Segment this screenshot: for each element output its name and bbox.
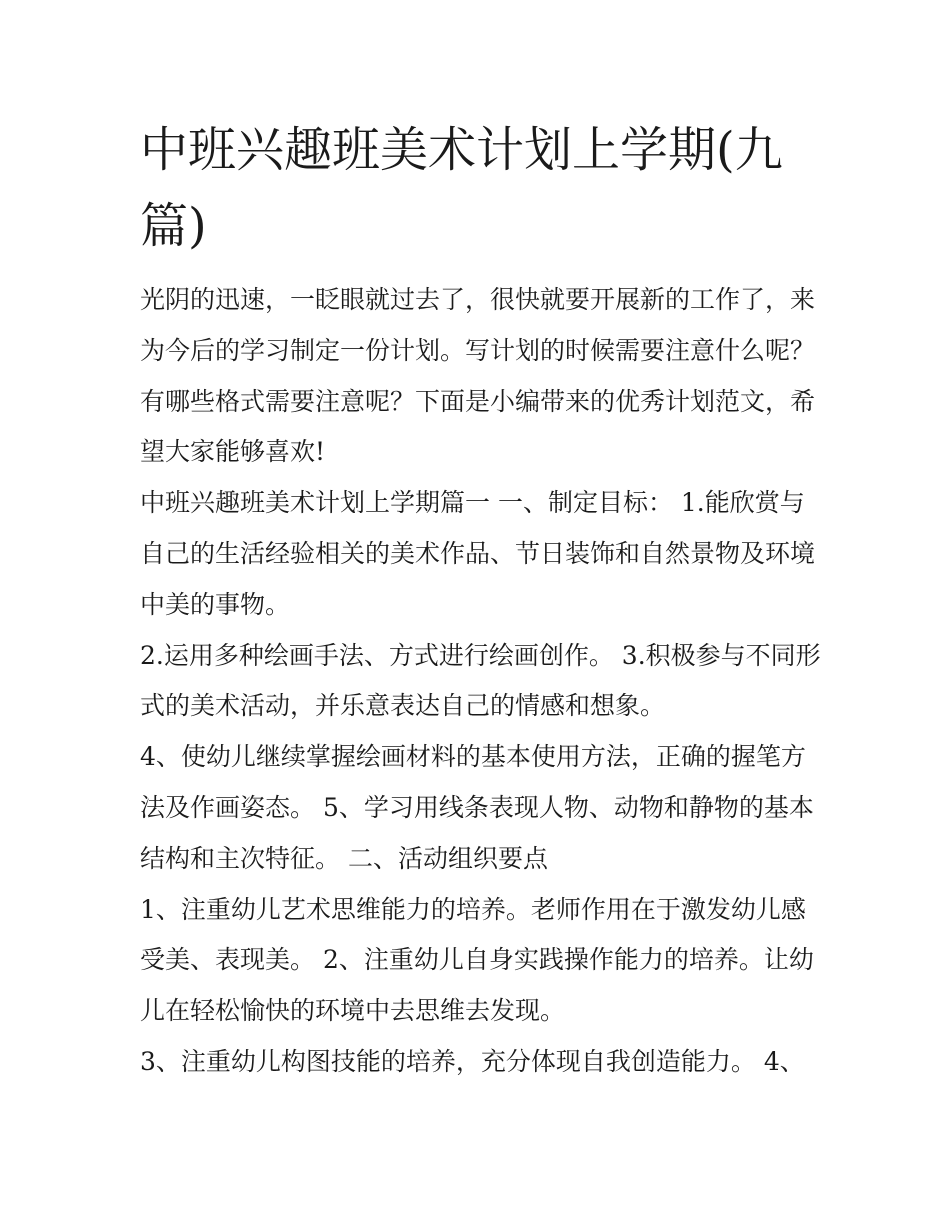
document-body (140, 275, 820, 1088)
text-line: 法及作画姿态。 5、学习用线条表现人物、动物和静物的基本 (140, 792, 814, 822)
text-line: 为今后的学习制定一份计划。写计划的时候需要注意什么呢？ (140, 335, 816, 365)
text-line: 自己的生活经验相关的美术作品、节日装饰和自然景物及环境 (140, 538, 816, 568)
document-title (140, 112, 783, 264)
text-line: 4、使幼儿继续掌握绘画材料的基本使用方法，正确的握笔方 (140, 742, 806, 772)
text-line: 光阴的迅速，一眨眼就过去了，很快就要开展新的工作了，来 (140, 285, 816, 314)
text-line: 有哪些格式需要注意呢？下面是小编带来的优秀计划范文，希 (140, 386, 816, 416)
text-line: 受美、表现美。 2、注重幼儿自身实践操作能力的培养。让幼 (140, 945, 814, 975)
text-line: 中美的事物。 (140, 589, 291, 619)
text-line: 望大家能够喜欢! (140, 437, 326, 467)
text-line: 3、注重幼儿构图技能的培养，充分体现自我创造能力。 4、 (140, 1046, 805, 1076)
text-line: 1、注重幼儿艺术思维能力的培养。老师作用在于激发幼儿感 (140, 894, 806, 924)
text-line: 结构和主次特征。 二、活动组织要点 (140, 843, 548, 873)
text-line: 儿在轻松愉快的环境中去思维去发现。 (140, 996, 566, 1026)
title-line: 中班兴趣班美术计划上学期(九 (140, 122, 783, 178)
text-line: 中班兴趣班美术计划上学期篇一 一、制定目标： 1.能欣赏与 (140, 488, 805, 518)
text-line: 2.运用多种绘画手法、方式进行绘画创作。 3.积极参与不同形 (140, 640, 821, 670)
text-line: 式的美术活动，并乐意表达自己的情感和想象。 (140, 691, 666, 721)
title-line: 篇) (140, 198, 207, 254)
